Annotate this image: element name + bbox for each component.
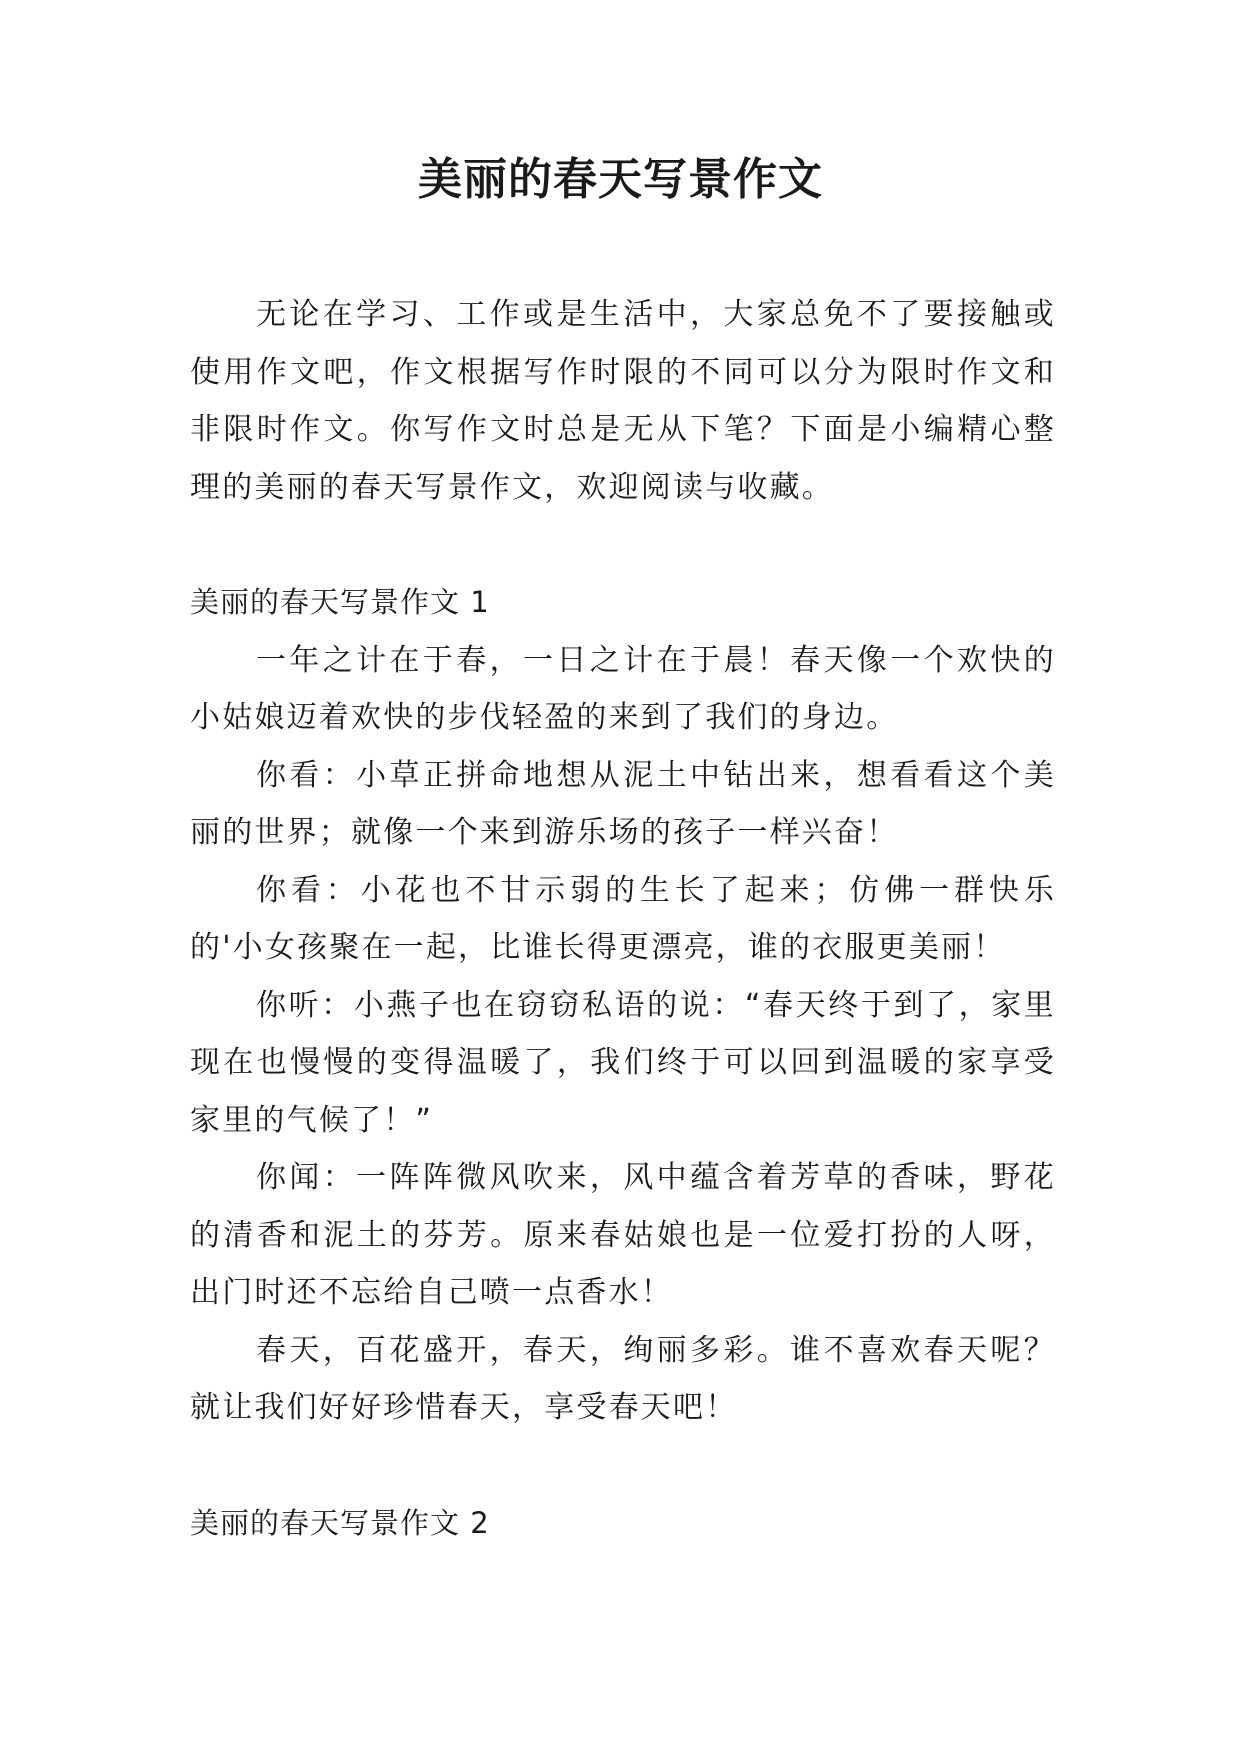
document-title: 美丽的春天写景作文 — [418, 154, 823, 205]
section-1-paragraph-1: 一年之计在于春，一日之计在于晨！春天像一个欢快的小姑娘迈着欢快的步伐轻盈的来到了我们的身边。 — [190, 642, 1056, 735]
section-1-paragraph-6: 春天，百花盛开，春天，绚丽多彩。谁不喜欢春天呢？就让我们好好珍惜春天，享受春天吧！ — [190, 1332, 1056, 1425]
section-1-paragraph-3: 你看：小花也不甘示弱的生长了起来；仿佛一群快乐的'小女孩聚在一起，比谁长得更漂亮，谁的衣服更美丽！ — [190, 872, 1056, 965]
section-heading-1: 美丽的春天写景作文 1 — [190, 585, 490, 619]
section-heading-2: 美丽的春天写景作文 2 — [190, 1505, 490, 1540]
section-1-paragraph-4: 你听：小燕子也在窃窃私语的说：“春天终于到了，家里现在也慢慢的变得温暖了，我们终于可以回到温暖的家享受家里的气候了！” — [190, 987, 1056, 1138]
section-1-paragraph-5: 你闻：一阵阵微风吹来，风中蕴含着芳草的香味，野花的清香和泥土的芬芳。原来春姑娘也是一位爱打扮的人呀，出门时还不忘给自己喷一点香水！ — [190, 1160, 1056, 1310]
document-body — [190, 286, 1056, 1552]
intro-paragraph: 无论在学习、工作或是生活中，大家总免不了要接触或使用作文吧，作文根据写作时限的不同可以分为限时作文和非限时作文。你写作文时总是无从下笔？下面是小编精心整理的美丽的春天写景作文，欢迎阅读与收藏。 — [190, 297, 1056, 505]
section-1-paragraph-2: 你看：小草正拼命地想从泥土中钻出来，想看看这个美丽的世界；就像一个来到游乐场的孩子一样兴奋！ — [190, 757, 1056, 850]
